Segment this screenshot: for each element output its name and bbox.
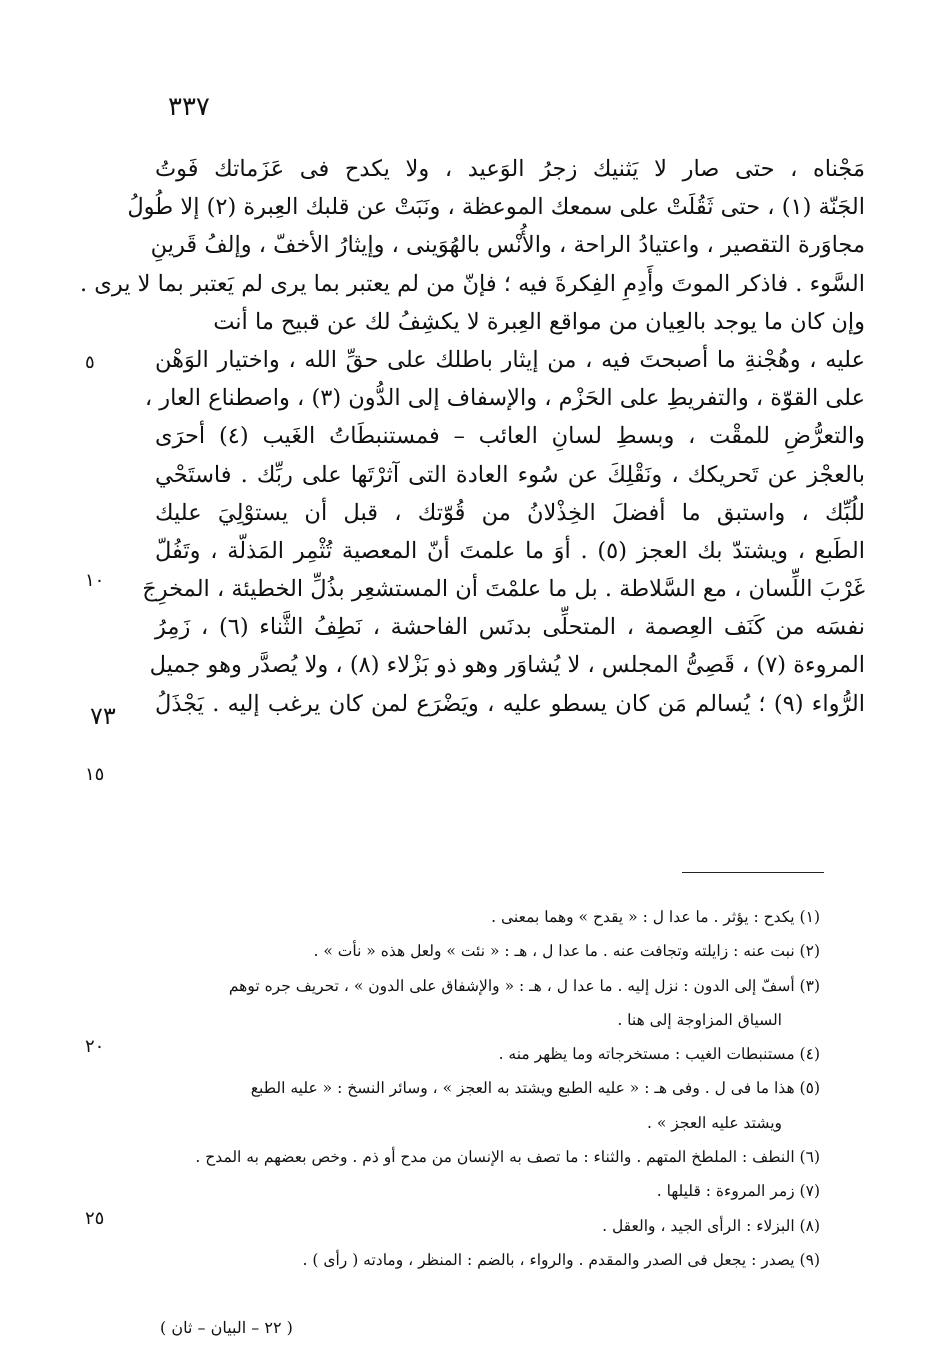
- text-line: المروءة (٧) ، قَصِىُّ المجلس ، لا يُشاوَر وهو ذو بَزْلاء (٨) ، ولا يُصدَّر وهو جميل: [149, 652, 865, 679]
- footnote: (٢) نبت عنه : زايلته وتجافت عنه . ما عدا ل ، هـ : « نئت » ولعل هذه « نأت » .: [313, 942, 820, 961]
- text-line: غَرْبَ اللِّسان ، مع السَّلاطة . بل ما علمْتَ أن المستشعِر بذُلِّ الخطيئة ، المخرِجَ: [142, 576, 865, 603]
- text-line: وإن كان ما يوجد بالعِيان من مواقع العِبرة لا يكشِفُ لك عن قبيح ما أنت: [213, 308, 865, 335]
- text-line: على القوّة ، والتفريطِ على الحَزْم ، والإسفاف إلى الدُّون (٣) ، واصطناع العار ،: [144, 385, 865, 412]
- footnote-divider: [682, 872, 824, 873]
- line-number-15: ١٥: [85, 764, 105, 785]
- footnotes: [150, 900, 820, 1277]
- text-line: الرُّواء (٩) ؛ يُسالم مَن كان يسطو عليه ، ويَضْرَع لمن كان يرغب إليه . يَجْذَلُ: [155, 690, 866, 717]
- text-line: الجَنّة (١) ، حتى ثَقُلَتْ على سمعك الموعظة ، ونَبَتْ عن قلبك العِبرة (٢) إلا طُولُ: [127, 194, 865, 221]
- line-number-25: ٢٥: [85, 1208, 105, 1229]
- page-number: ٣٣٧: [168, 92, 210, 122]
- text-line: نفسَه من كَنَف العِصمة ، المتحلِّى بدنَس الفاحشة ، نَطِفُ الثَّناء (٦) ، زَمِرُ: [155, 614, 865, 641]
- footnote: (٩) يصدر : يجعل فى الصدر والمقدم . والرواء ، بالضم : المنظر ، ومادته ( رأى ) .: [302, 1250, 820, 1269]
- footnote: (٧) زمر المروءة : قليلها .: [656, 1182, 820, 1201]
- text-line: مجاوَرة التقصير ، واعتيادُ الراحة ، والأُنْس بالهُوَينى ، وإيثارُ الأخفّ ، وإلفُ قَرينِ: [150, 232, 865, 259]
- signature-mark: ( ٢٢ – البيان – ثان ): [160, 1318, 293, 1337]
- text-line: الطَبع ، ويشتدّ بك العجز (٥) . أوَ ما علمتَ أنّ المعصية تُثْمِر المَذلّة ، وتَفُلّ: [155, 537, 865, 564]
- text-line: والتعرُّضِ للمقْت ، وبسطِ لسانِ العائب – فمستنبطَاتُ الغَيب (٤) أحرَى: [155, 423, 865, 450]
- side-number: ٧٣: [90, 702, 116, 730]
- text-line: مَجْناه ، حتى صار لا يَثنيك زجرُ الوَعيد ، ولا يكدح فى عَزَماتك فَوتُ: [155, 156, 865, 182]
- footnote: (١) يكدح : يؤثر . ما عدا ل : « يقدح » وهما بمعنى .: [491, 908, 820, 926]
- text-line: السَّوء . فاذكر الموتَ وأَدِمِ الفِكرةَ فيه ؛ فإنّ من لم يعتبر بما يرى لم يَعتبر بما لا يرى .: [79, 270, 865, 297]
- text-line: عليه ، وهُجْنةِ ما أصبحتَ فيه ، من إيثار باطلك على حقِّ الله ، واختيار الوَهْن: [155, 346, 865, 373]
- footnote: (٣) أسفّ إلى الدون : نزل إليه . ما عدا ل ، هـ : « والإشفاق على الدون » ، تحريف جره توهم: [228, 976, 820, 995]
- footnote-continuation: ويشتد عليه العجز » .: [647, 1113, 782, 1132]
- footnote: (٦) النطف : الملطخ المتهم . والثناء : ما تصف به الإنسان من مدح أو ذم . وخص بعضهم به المدح .: [195, 1148, 820, 1167]
- footnote: (٤) مستنبطات الغيب : مستخرجاته وما يظهر منه .: [498, 1045, 820, 1064]
- line-number-10: ١٠: [85, 570, 105, 591]
- footnote-continuation: السياق المزاوجة إلى هنا .: [617, 1010, 782, 1029]
- text-line: بالعجْز عن تَحريكك ، ونَقْلِكَ عن سُوء العادة التى آثرْتَها على ربِّك . فاستَحْي: [155, 461, 865, 488]
- line-number-20: ٢٠: [85, 1036, 105, 1057]
- footnote: (٥) هذا ما فى ل . وفى هـ : « عليه الطبع ويشتد به العجز » ، وسائر النسخ : « عليه الطبع: [250, 1079, 820, 1098]
- line-number-5: ٥: [85, 352, 95, 373]
- footnote: (٨) البزلاء : الرأى الجيد ، والعقل .: [602, 1216, 820, 1235]
- text-line: للُبِّك ، واستبق ما أفضلَ الخِذْلانُ من قُوّتك ، قبل أن يستوْلِيَ عليك: [155, 499, 865, 526]
